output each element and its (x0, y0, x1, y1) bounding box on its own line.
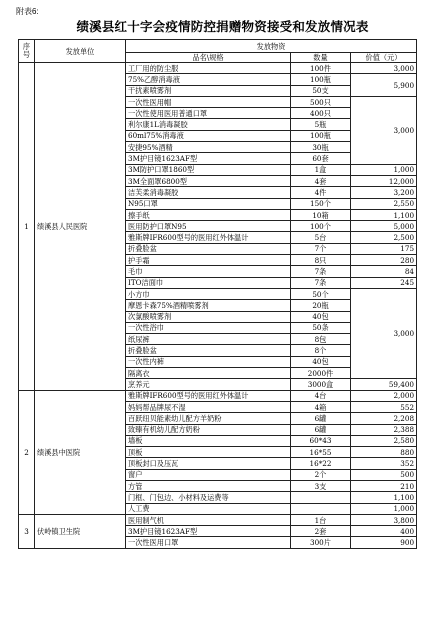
item-name: 百跃纽贝能素幼儿配方羊奶粉 (126, 413, 291, 424)
item-name: 3M防护口罩1860型 (126, 164, 291, 175)
item-value: 280 (351, 255, 417, 266)
item-name: 纸尿裤 (126, 334, 291, 345)
item-name: 工厂用的防尘服 (126, 63, 291, 74)
item-name: 毛巾 (126, 266, 291, 277)
attachment-label: 附表6: (16, 7, 39, 16)
item-qty: 16*22 (291, 458, 351, 469)
header-qty: 数量 (291, 53, 351, 63)
item-qty: 60*43 (291, 435, 351, 446)
unit-name: 绩溪县中医院 (35, 390, 126, 514)
item-name: 致臻有机幼儿配方奶粉 (126, 424, 291, 435)
item-name: 窗户 (126, 469, 291, 480)
header-value: 价值（元） (351, 53, 417, 63)
item-qty: 400只 (291, 108, 351, 119)
donation-table (18, 39, 417, 549)
document-title: 绩溪县红十字会疫情防控捐赠物资接受和发放情况表 (76, 19, 369, 34)
item-qty: 100个 (291, 221, 351, 232)
item-name: 墙板 (126, 435, 291, 446)
item-qty: 4箱 (291, 401, 351, 412)
table-row (19, 390, 417, 401)
item-name: 3M护目镜1623AF型 (126, 153, 291, 164)
item-qty: 2000件 (291, 368, 351, 379)
header-name-spec: 品名\规格 (126, 53, 291, 63)
item-qty: 5瓶 (291, 119, 351, 130)
item-qty: 7条 (291, 277, 351, 288)
header-unit: 发放单位 (35, 40, 126, 63)
item-name: 洁芙柔消毒凝胶 (126, 187, 291, 198)
item-name: N95口罩 (126, 198, 291, 209)
item-name: 次氯酸喷雾剂 (126, 311, 291, 322)
table-row (19, 63, 417, 74)
item-value: 3,000 (351, 96, 417, 164)
item-value: 3,000 (351, 63, 417, 74)
item-qty: 10箱 (291, 209, 351, 220)
item-value: 3,800 (351, 514, 417, 525)
header-row-1 (19, 40, 417, 53)
item-value: 900 (351, 537, 417, 548)
item-value: 3,000 (351, 288, 417, 378)
item-name: 利尔康1L消毒凝胶 (126, 119, 291, 130)
item-value: 3,200 (351, 187, 417, 198)
item-name: 擦手纸 (126, 209, 291, 220)
item-qty: 16*55 (291, 447, 351, 458)
item-value: 2,550 (351, 198, 417, 209)
item-value: 2,000 (351, 390, 417, 401)
item-qty: 3000盒 (291, 379, 351, 390)
item-qty: 5台 (291, 232, 351, 243)
item-name: 妈妈帮品牌尿不湿 (126, 401, 291, 412)
item-name: 一次性内裤 (126, 356, 291, 367)
item-qty: 50条 (291, 322, 351, 333)
item-name: 一次性使用医用普通口罩 (126, 108, 291, 119)
item-qty (291, 492, 351, 503)
item-name: 医用制气机 (126, 514, 291, 525)
item-qty: 1台 (291, 514, 351, 525)
item-value: 175 (351, 243, 417, 254)
item-value: 1,100 (351, 492, 417, 503)
item-qty: 60套 (291, 153, 351, 164)
item-name: 60ml75%消毒液 (126, 130, 291, 141)
item-name: 医用防护口罩N95 (126, 221, 291, 232)
item-value: 552 (351, 401, 417, 412)
item-qty: 4台 (291, 390, 351, 401)
item-value: 880 (351, 447, 417, 458)
item-qty: 30瓶 (291, 142, 351, 153)
item-qty: 7个 (291, 243, 351, 254)
item-qty: 50支 (291, 85, 351, 96)
item-name: 一次性医用帽 (126, 96, 291, 107)
item-qty: 8只 (291, 255, 351, 266)
item-value: 2,208 (351, 413, 417, 424)
item-name: 隔离衣 (126, 368, 291, 379)
item-qty: 100瓶 (291, 74, 351, 85)
item-value: 1,100 (351, 209, 417, 220)
item-value: 1,000 (351, 164, 417, 175)
item-name: 一次性医用口罩 (126, 537, 291, 548)
item-value: 12,000 (351, 175, 417, 186)
item-value: 210 (351, 480, 417, 491)
item-value: 2,500 (351, 232, 417, 243)
item-value: 1,000 (351, 503, 417, 514)
item-name: 折叠脸盆 (126, 345, 291, 356)
item-value: 2,388 (351, 424, 417, 435)
item-name: 方管 (126, 480, 291, 491)
item-qty: 40包 (291, 311, 351, 322)
item-qty: 40包 (291, 356, 351, 367)
item-qty: 4件 (291, 187, 351, 198)
item-name: 3M全面罩6800型 (126, 175, 291, 186)
item-qty: 20瓶 (291, 300, 351, 311)
item-name: 人工费 (126, 503, 291, 514)
item-name: 顶板封口及压瓦 (126, 458, 291, 469)
item-name: 雅斯牌IFR600型号的医用红外体温计 (126, 390, 291, 401)
header-material: 发放物资 (126, 40, 417, 53)
unit-seq: 1 (19, 63, 35, 391)
unit-name: 绩溪县人民医院 (35, 63, 126, 391)
item-value: 400 (351, 526, 417, 537)
item-qty: 100件 (291, 63, 351, 74)
item-qty: 3支 (291, 480, 351, 491)
item-value: 5,900 (351, 74, 417, 97)
item-qty: 2个 (291, 469, 351, 480)
item-name: 75%乙醇消毒液 (126, 74, 291, 85)
item-name: 3M护目镜1623AF型 (126, 526, 291, 537)
unit-name: 伏岭镇卫生院 (35, 514, 126, 548)
item-qty: 6罐 (291, 413, 351, 424)
item-name: 烹养元 (126, 379, 291, 390)
item-qty: 150个 (291, 198, 351, 209)
item-qty: 300片 (291, 537, 351, 548)
item-value: 2,580 (351, 435, 417, 446)
item-qty: 8个 (291, 345, 351, 356)
unit-seq: 2 (19, 390, 35, 514)
item-name: 干扰素喷雾剂 (126, 85, 291, 96)
item-qty: 500只 (291, 96, 351, 107)
item-name: 护手霜 (126, 255, 291, 266)
item-qty (291, 503, 351, 514)
item-name: ITO洁面巾 (126, 277, 291, 288)
item-value: 245 (351, 277, 417, 288)
item-qty: 7条 (291, 266, 351, 277)
item-qty: 8包 (291, 334, 351, 345)
item-value: 5,000 (351, 221, 417, 232)
item-name: 一次性浴巾 (126, 322, 291, 333)
item-name: 摩恩卡森75%酒精喷雾剂 (126, 300, 291, 311)
item-qty: 2套 (291, 526, 351, 537)
item-name: 门框、门包边、小材料及运费等 (126, 492, 291, 503)
unit-seq: 3 (19, 514, 35, 548)
item-qty: 6罐 (291, 424, 351, 435)
item-name: 安捷95%酒精 (126, 142, 291, 153)
item-qty: 1盒 (291, 164, 351, 175)
table-row (19, 514, 417, 525)
item-value: 84 (351, 266, 417, 277)
item-qty: 100瓶 (291, 130, 351, 141)
item-name: 小方巾 (126, 288, 291, 299)
header-seq: 序号 (19, 40, 35, 63)
item-value: 352 (351, 458, 417, 469)
item-name: 雅斯牌IFR600型号的医用红外体温计 (126, 232, 291, 243)
item-name: 折叠脸盆 (126, 243, 291, 254)
item-name: 顶板 (126, 447, 291, 458)
item-qty: 4套 (291, 175, 351, 186)
item-qty: 50个 (291, 288, 351, 299)
item-value: 500 (351, 469, 417, 480)
item-value: 59,400 (351, 379, 417, 390)
